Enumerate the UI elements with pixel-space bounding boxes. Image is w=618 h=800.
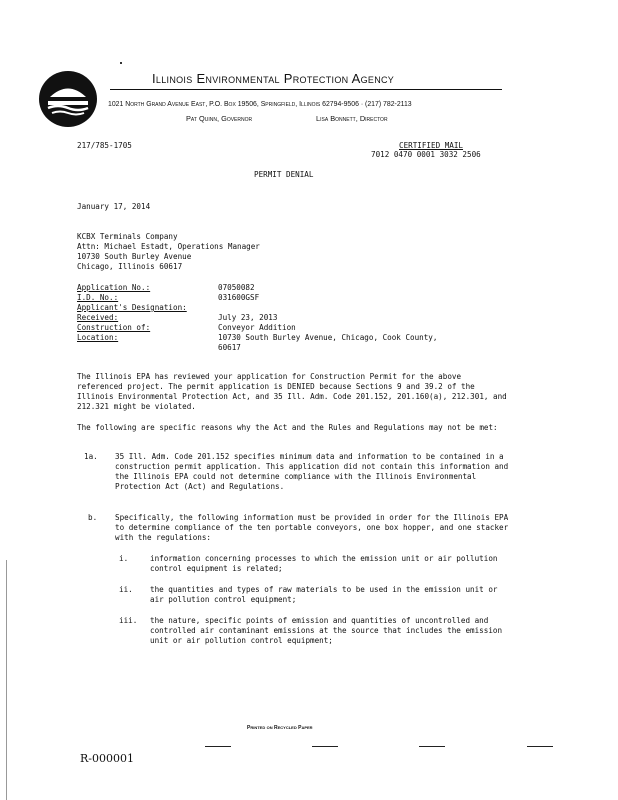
field-label: Location: (77, 333, 119, 342)
body-paragraph: The following are specific reasons why the Act and the Rules and Regulations may not be met: (77, 423, 498, 432)
subitem-text: the nature, specific points of emission and quantities of uncontrolled and controlled air contaminant emissions at the source that includes the emission unit or air pollution control equipment; (150, 616, 503, 645)
director-name: Lisa Bonnett, Director (316, 114, 388, 123)
item-text: 35 Ill. Adm. Code 201.152 specifies minimum data and information to be contained in a construction permit application. This application did not contain this information and the Illinois EPA could not determine compliance with the Illinois Environmental Protection Act (Act) and Regulations. (115, 452, 509, 491)
subitem-text: information concerning processes to which the emission unit or air pollution control equipment is related; (150, 554, 498, 573)
field-label: Applicant's Designation: (77, 303, 187, 312)
field-label: Construction of: (77, 323, 151, 332)
field-value: 07050082 (218, 283, 255, 292)
recycled-paper-note: Printed on Recycled Paper (247, 725, 313, 731)
bates-number: R-000001 (80, 752, 134, 765)
field-value: Conveyor Addition (218, 323, 296, 332)
certified-mail-label: CERTIFIED MAIL (399, 141, 464, 150)
field-label: Application No.: (77, 283, 151, 292)
recipient-company: KCBX Terminals Company (77, 232, 178, 241)
field-label: Received: (77, 313, 119, 322)
scan-edge-line (6, 560, 7, 800)
agency-name: Illinois Environmental Protection Agency (152, 71, 395, 86)
item-number: 1a. (84, 452, 98, 461)
field-row (77, 323, 517, 333)
recipient-block (77, 232, 260, 272)
field-row (77, 303, 517, 313)
agency-address: 1021 North Grand Avenue East, P.O. Box 19506, Springfield, Illinois 62794-9506 · (217) 782-2113 (108, 101, 412, 108)
footer-rule (527, 746, 553, 747)
recipient-city: Chicago, Illinois 60617 (77, 262, 183, 271)
footer-rule (312, 746, 338, 747)
recipient-attn: Attn: Michael Estadt, Operations Manager (77, 242, 260, 251)
field-value: July 23, 2013 (218, 313, 278, 322)
certified-mail-number: 7012 0470 0001 3032 2506 (371, 150, 481, 159)
subitem-text: the quantities and types of raw materials to be used in the emission unit or air pollution control equipment; (150, 585, 498, 604)
item-text: Specifically, the following information must be provided in order for the Illinois EPA to determine compliance of the ten portable conveyors, one box hopper, and one stacker with the regulations: (115, 513, 509, 542)
governor-name: Pat Quinn, Governor (186, 114, 253, 123)
field-value: 10730 South Burley Avenue, Chicago, Cook County, (218, 333, 438, 342)
application-fields (77, 283, 517, 353)
subitem-number: iii. (119, 616, 138, 625)
phone-number: 217/785-1705 (77, 141, 132, 150)
field-row (77, 293, 517, 303)
letter-date: January 17, 2014 (77, 202, 151, 211)
field-row (77, 313, 517, 323)
field-row (77, 283, 517, 293)
field-row (77, 343, 517, 353)
field-label: I.D. No.: (77, 293, 119, 302)
field-value: 60617 (218, 343, 241, 352)
field-value: 031600GSF (218, 293, 260, 302)
body-paragraph: The Illinois EPA has reviewed your application for Construction Permit for the above referenced project. The permit application is DENIED because Sections 9 and 39.2 of the Illinois Environmental Protection Act, and 35 Ill. Adm. Code 201.152, 201.160(a), 212.301, and 212.321 might be violated. (77, 372, 507, 411)
subitem-number: ii. (119, 585, 133, 594)
field-row (77, 333, 517, 343)
subitem-number: i. (119, 554, 129, 563)
recipient-street: 10730 South Burley Avenue (77, 252, 192, 261)
letterhead-rule (110, 89, 502, 90)
iepa-logo (38, 70, 98, 128)
document-heading: PERMIT DENIAL (254, 170, 314, 179)
footer-rule (419, 746, 445, 747)
item-number: b. (88, 513, 98, 522)
scan-speck (120, 62, 122, 64)
field-label (77, 343, 218, 353)
footer-rule (205, 746, 231, 747)
